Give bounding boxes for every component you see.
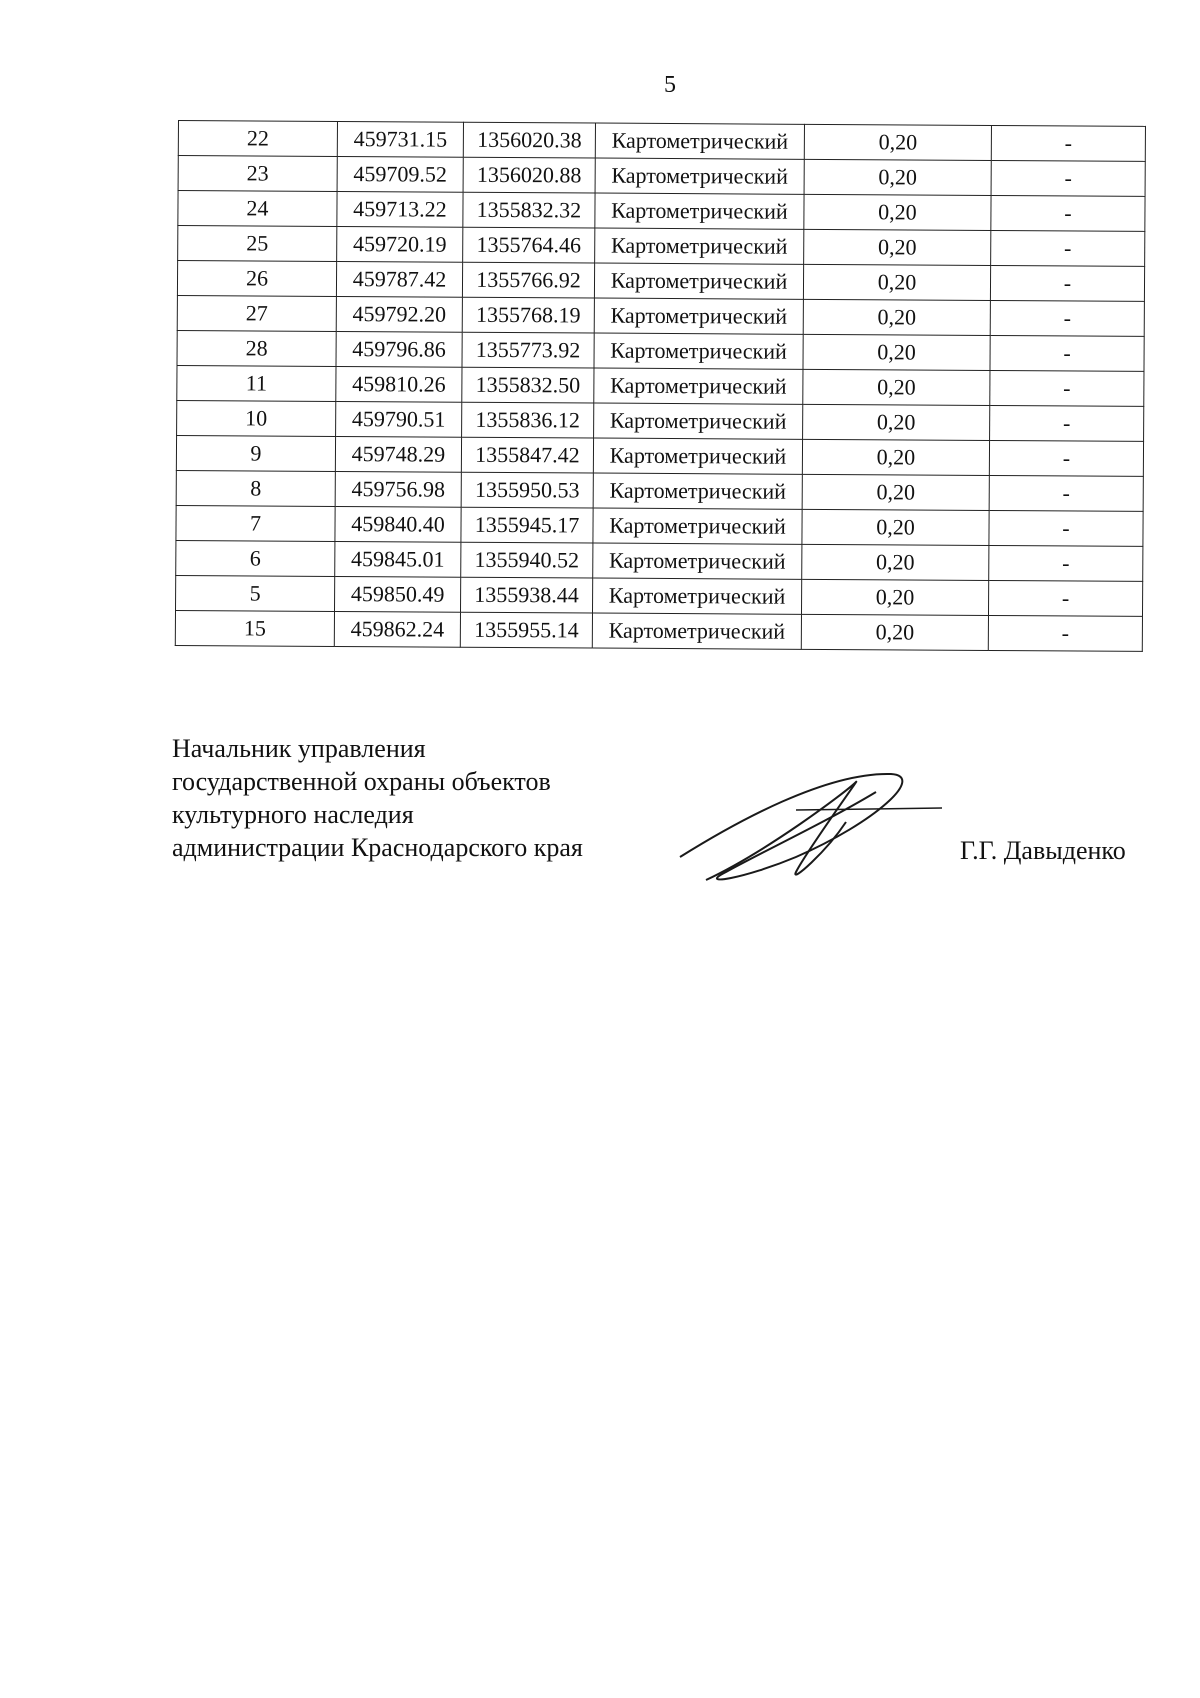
- table-row: [177, 330, 1144, 371]
- point-number-cell: 28: [177, 330, 336, 366]
- description-cell: -: [991, 230, 1145, 266]
- table-row: [177, 400, 1144, 441]
- accuracy-cell: 0,20: [803, 334, 990, 370]
- table-row: [176, 540, 1143, 581]
- description-cell: -: [989, 475, 1143, 511]
- x-coordinate-cell: 459709.52: [337, 156, 463, 192]
- table-row: [177, 365, 1144, 406]
- accuracy-cell: 0,20: [802, 474, 989, 510]
- accuracy-cell: 0,20: [803, 264, 990, 300]
- accuracy-cell: 0,20: [801, 579, 988, 615]
- y-coordinate-cell: 1355832.32: [463, 192, 595, 228]
- accuracy-cell: 0,20: [802, 439, 989, 475]
- point-number-cell: 27: [177, 295, 336, 331]
- method-cell: Картометрический: [595, 123, 804, 159]
- y-coordinate-cell: 1355940.52: [461, 542, 593, 578]
- method-cell: Картометрический: [593, 473, 802, 509]
- point-number-cell: 8: [176, 470, 335, 506]
- x-coordinate-cell: 459756.98: [335, 471, 461, 507]
- x-coordinate-cell: 459810.26: [336, 366, 462, 402]
- y-coordinate-cell: 1355773.92: [462, 332, 594, 368]
- description-cell: -: [988, 580, 1142, 616]
- page-number: 5: [664, 72, 676, 98]
- x-coordinate-cell: 459787.42: [336, 261, 462, 297]
- x-coordinate-cell: 459713.22: [337, 191, 463, 227]
- y-coordinate-cell: 1355764.46: [463, 227, 595, 263]
- description-cell: -: [990, 335, 1144, 371]
- y-coordinate-cell: 1355847.42: [461, 437, 593, 473]
- x-coordinate-cell: 459862.24: [334, 611, 460, 647]
- accuracy-cell: 0,20: [804, 229, 991, 265]
- point-number-cell: 23: [178, 156, 337, 192]
- method-cell: Картометрический: [593, 543, 802, 579]
- accuracy-cell: 0,20: [803, 299, 990, 335]
- x-coordinate-cell: 459720.19: [337, 226, 463, 262]
- position-line: Начальник управления: [172, 734, 426, 763]
- description-cell: -: [990, 265, 1144, 301]
- table-row: [178, 121, 1145, 162]
- method-cell: Картометрический: [592, 613, 801, 649]
- description-cell: -: [989, 545, 1143, 581]
- y-coordinate-cell: 1355938.44: [460, 577, 592, 613]
- table-row: [176, 575, 1143, 616]
- accuracy-cell: 0,20: [803, 369, 990, 405]
- description-cell: -: [991, 125, 1145, 161]
- y-coordinate-cell: 1356020.38: [463, 122, 595, 158]
- point-number-cell: 25: [178, 226, 337, 262]
- point-number-cell: 5: [176, 575, 335, 611]
- accuracy-cell: 0,20: [802, 509, 989, 545]
- table-row: [175, 610, 1142, 651]
- method-cell: Картометрический: [594, 403, 803, 439]
- accuracy-cell: 0,20: [804, 159, 991, 195]
- table-row: [178, 226, 1145, 267]
- signatory-position: [172, 732, 583, 864]
- accuracy-cell: 0,20: [804, 124, 991, 160]
- x-coordinate-cell: 459850.49: [335, 576, 461, 612]
- description-cell: -: [990, 370, 1144, 406]
- description-cell: -: [989, 510, 1143, 546]
- accuracy-cell: 0,20: [801, 614, 988, 650]
- method-cell: Картометрический: [592, 578, 801, 614]
- method-cell: Картометрический: [594, 368, 803, 404]
- method-cell: Картометрический: [594, 263, 803, 299]
- y-coordinate-cell: 1355832.50: [462, 367, 594, 403]
- y-coordinate-cell: 1355766.92: [462, 262, 594, 298]
- position-line: культурного наследия: [172, 800, 414, 829]
- description-cell: -: [988, 615, 1142, 651]
- coordinates-table-body: [175, 121, 1145, 652]
- description-cell: -: [991, 195, 1145, 231]
- point-number-cell: 9: [176, 435, 335, 471]
- point-number-cell: 6: [176, 540, 335, 576]
- table-row: [177, 261, 1144, 302]
- x-coordinate-cell: 459731.15: [337, 121, 463, 157]
- y-coordinate-cell: 1355950.53: [461, 472, 593, 508]
- description-cell: -: [991, 160, 1145, 196]
- description-cell: -: [990, 405, 1144, 441]
- point-number-cell: 10: [177, 400, 336, 436]
- table-row: [176, 470, 1143, 511]
- x-coordinate-cell: 459790.51: [336, 401, 462, 437]
- point-number-cell: 15: [175, 610, 334, 646]
- handwritten-signature: [676, 762, 946, 892]
- method-cell: Картометрический: [594, 333, 803, 369]
- x-coordinate-cell: 459792.20: [336, 296, 462, 332]
- table-row: [176, 505, 1143, 546]
- signer-name: Г.Г. Давыденко: [960, 836, 1126, 865]
- table-row: [177, 295, 1144, 336]
- x-coordinate-cell: 459845.01: [335, 541, 461, 577]
- y-coordinate-cell: 1355836.12: [462, 402, 594, 438]
- accuracy-cell: 0,20: [804, 194, 991, 230]
- accuracy-cell: 0,20: [802, 544, 989, 580]
- y-coordinate-cell: 1355768.19: [462, 297, 594, 333]
- point-number-cell: 11: [177, 365, 336, 401]
- y-coordinate-cell: 1355945.17: [461, 507, 593, 543]
- x-coordinate-cell: 459748.29: [335, 436, 461, 472]
- method-cell: Картометрический: [594, 298, 803, 334]
- description-cell: -: [989, 440, 1143, 476]
- x-coordinate-cell: 459796.86: [336, 331, 462, 367]
- method-cell: Картометрический: [595, 158, 804, 194]
- y-coordinate-cell: 1356020.88: [463, 157, 595, 193]
- method-cell: Картометрический: [593, 438, 802, 474]
- coordinates-table: [175, 120, 1146, 652]
- method-cell: Картометрический: [593, 508, 802, 544]
- point-number-cell: 22: [178, 121, 337, 157]
- table-row: [178, 191, 1145, 232]
- table-row: [178, 156, 1145, 197]
- position-line: администрации Краснодарского края: [172, 833, 583, 862]
- y-coordinate-cell: 1355955.14: [460, 612, 592, 648]
- method-cell: Картометрический: [595, 193, 804, 229]
- method-cell: Картометрический: [595, 228, 804, 264]
- position-line: государственной охраны объектов: [172, 767, 551, 796]
- point-number-cell: 7: [176, 505, 335, 541]
- table-row: [176, 435, 1143, 476]
- accuracy-cell: 0,20: [803, 404, 990, 440]
- point-number-cell: 24: [178, 191, 337, 227]
- x-coordinate-cell: 459840.40: [335, 506, 461, 542]
- point-number-cell: 26: [177, 261, 336, 297]
- description-cell: -: [990, 300, 1144, 336]
